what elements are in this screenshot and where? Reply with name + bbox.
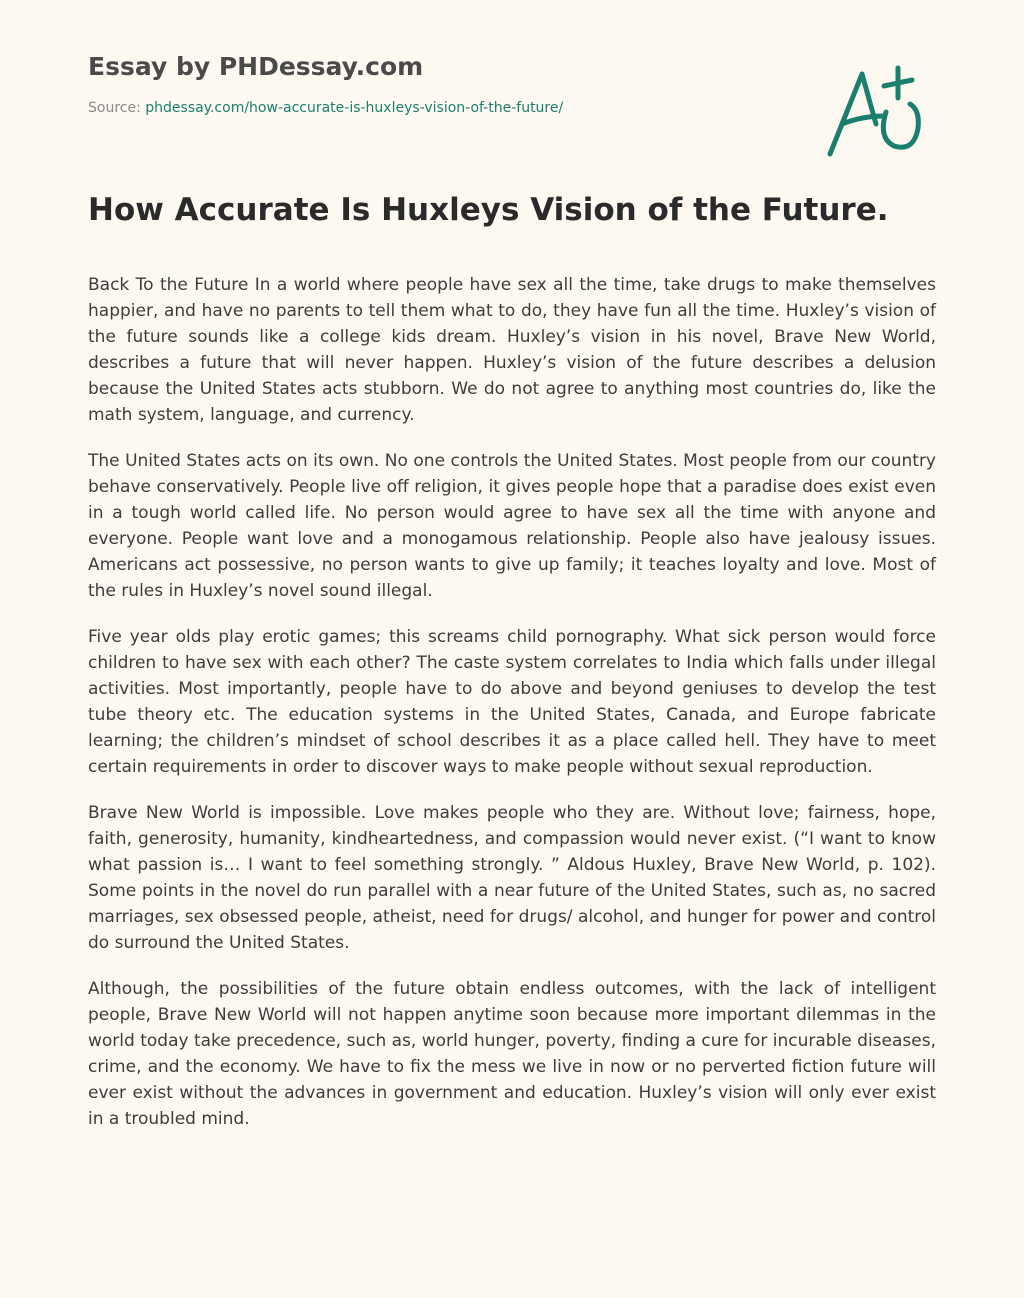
source-line: [88, 98, 788, 118]
paragraph: Although, the possibilities of the future obtain endless outcomes, with the lack of intelligent people, Brave New World will not happen anytime soon because more important dilemmas in the world today take precedence, such as, world hunger, poverty, finding a cure for incurable diseases, crime, and the economy. We have to fix the mess we live in now or no perverted fiction future will ever exist without the advances in government and education. Huxley’s vision will only ever exist in a troubled mind.: [88, 979, 936, 1129]
page-header: [88, 50, 788, 118]
essay-body: [88, 272, 936, 1152]
paragraph: The United States acts on its own. No one controls the United States. Most people from our country behave conservatively. People live off religion, it gives people hope that a paradise does exist even in a tough world called life. No person would agree to have sex all the time with anyone and everyone. People want love and a monogamous relationship. People also have jealousy issues. Americans act possessive, no person wants to give up family; it teaches loyalty and love. Most of the rules in Huxley’s novel sound illegal.: [88, 451, 936, 601]
brand-title: Essay by PHDessay.com: [88, 52, 424, 81]
a-plus-logo-icon: [818, 62, 930, 162]
paragraph: Five year olds play erotic games; this screams child pornography. What sick person would force children to have sex with each other? The caste system correlates to India which falls under illegal activities. Most importantly, people have to do above and beyond geniuses to develop the test tube theory etc. The education systems in the United States, Canada, and Europe fabricate learning; the children’s mindset of school describes it as a place called hell. They have to meet certain requirements in order to discover ways to make people without sexual reproduction.: [88, 627, 936, 777]
source-label: Source:: [88, 100, 146, 116]
paragraph: Brave New World is impossible. Love makes people who they are. Without love; fairness, hope, faith, generosity, humanity, kindheartedness, and compassion would never exist. (“I want to know what passion is… I want to feel something strongly. ” Aldous Huxley, Brave New World, p. 102). Some points in the novel do run parallel with a near future of the United States, such as, no sacred marriages, sex obsessed people, atheist, need for drugs/ alcohol, and hunger for power and control do surround the United States.: [88, 803, 936, 953]
essay-title: How Accurate Is Huxleys Vision of the Future.: [88, 192, 889, 228]
source-link[interactable]: phdessay.com/how-accurate-is-huxleys-vision-of-the-future/: [145, 100, 564, 116]
paragraph: Back To the Future In a world where people have sex all the time, take drugs to make themselves happier, and have no parents to tell them what to do, they have fun all the time. Huxley’s vision of the future sounds like a college kids dream. Huxley’s vision in his novel, Brave New World, describes a future that will never happen. Huxley’s vision of the future describes a delusion because the United States acts stubborn. We do not agree to anything most countries do, like the math system, language, and currency.: [88, 275, 936, 425]
